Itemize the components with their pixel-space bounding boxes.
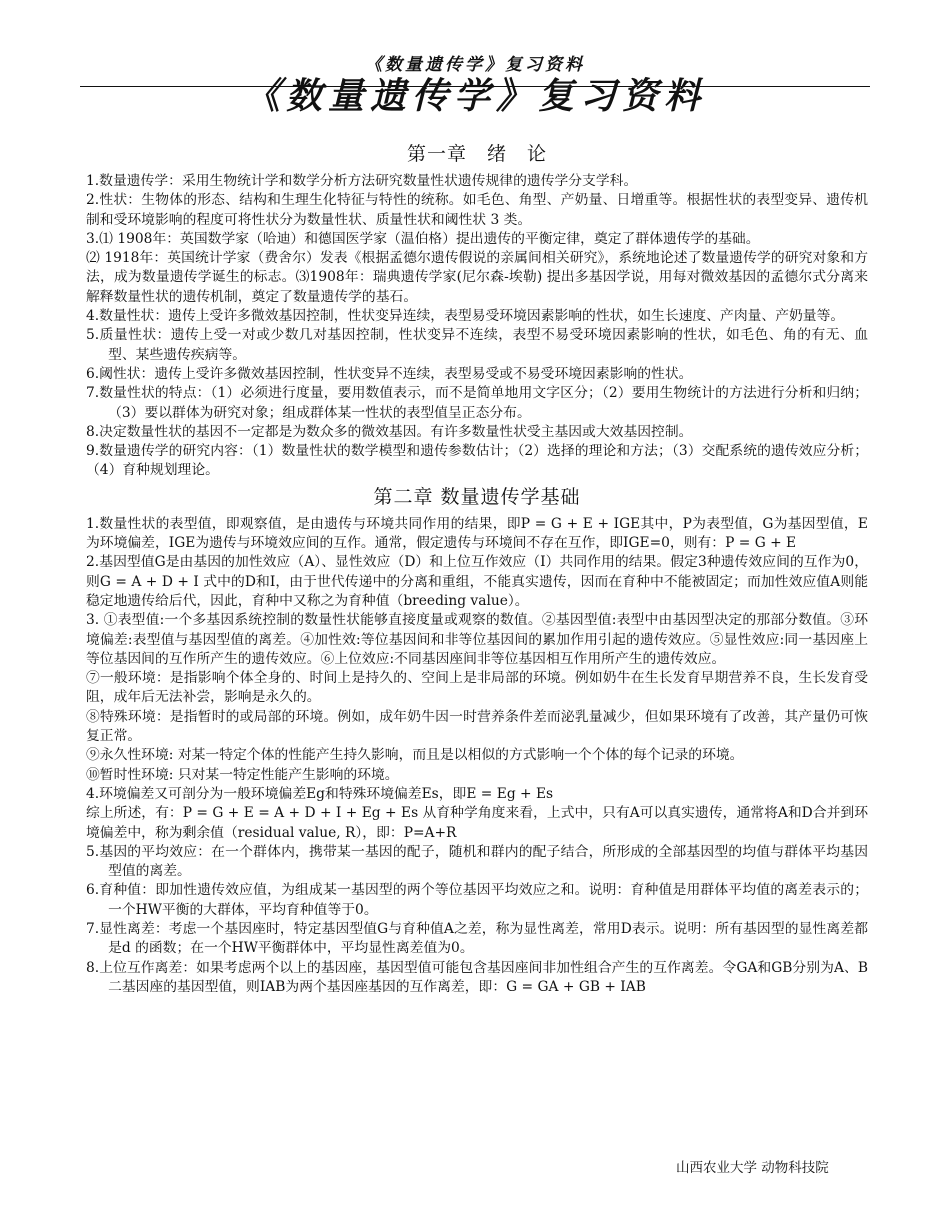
paragraph: 1.数量性状的表型值，即观察值，是由遗传与环境共同作用的结果，即P = G + E + IGE其中，P为表型值，G为基因型值，E为环境偏差，IGE为遗传与环境效应间的互作。通常，假定遗传与环境间不存在互作，即IGE=0，则有：P = G + E [86, 515, 868, 552]
paragraph: ⑩暂时性环境: 只对某一特定性能产生影响的环境。 [86, 766, 399, 783]
paragraph: 综上所述，有：P = G + E = A + D + I + Eg + Es 从育种学角度来看，上式中，只有A可以真实遗传，通常将A和D合并到环境偏差中，称为剩余值（residual value, R），即：P=A+R [86, 805, 868, 841]
paragraph: 1.数量遗传学：采用生物统计学和数学分析方法研究数量性状遗传规律的遗传学分支学科。 [86, 173, 638, 189]
paragraph: ⑧特殊环境：是指暂时的或局部的环境。例如，成年奶牛因一时营养条件差而泌乳量减少，但如果环境有了改善，其产量仍可恢复正常。 [86, 708, 868, 745]
paragraph: 4.环境偏差又可剖分为一般环境偏差Eg和特殊环境偏差Es，即E = Eg + Es [86, 785, 554, 802]
paragraph: 5.质量性状：遗传上受一对或少数几对基因控制，性状变异不连续，表型不易受环境因素影响的性状，如毛色、角的有无、血型、某些遗传疾病等。 [86, 327, 868, 363]
paragraph: 7.显性离差：考虑一个基因座时，特定基因型值G与育种值A之差，称为显性离差，常用D表示。说明：所有基因型的显性离差都是d 的函数；在一个HW平衡群体中，平均显性离差值为0。 [86, 920, 868, 957]
running-header: 《数量遗传学》复习资料 [365, 55, 585, 75]
paragraph: 9.数量遗传学的研究内容：（1）数量性状的数学模型和遗传参数估计；（2）选择的理论和方法；（3）交配系统的遗传效应分析；（4）育种规划理论。 [86, 443, 868, 479]
paragraph: 2.基因型值G是由基因的加性效应（A）、显性效应（D）和上位互作效应（I）共同作用的结果。假定3种遗传效应间的互作为0，则G = A + D + I 式中的D和I，由于世代传递中的分离和重组，不能真实遗传，因而在育种中不能被固定；而加性效应值A则能稳定地遗传给后代，因此，育种中又称之为育种值（breeding value）。 [86, 554, 868, 609]
paragraph: 8.上位互作离差：如果考虑两个以上的基因座，基因型值可能包含基因座间非加性组合产生的互作离差。令GA和GB分别为A、B二基因座的基因型值，则IAB为两个基因座基因的互作离差，即：G = GA + GB + IAB [86, 959, 868, 995]
paragraph: 6.阈性状：遗传上受许多微效基因控制，性状变异不连续，表型易受或不易受环境因素影响的性状。 [86, 365, 693, 382]
paragraph: 4.数量性状：遗传上受许多微效基因控制，性状变异连续，表型易受环境因素影响的性状，如生长速度、产肉量、产奶量等。 [86, 308, 845, 325]
page-title: 《数量遗传学》复习资料 [243, 75, 706, 117]
paragraph: 2.性状：生物体的形态、结构和生理生化特征与特性的统称。如毛色、角型、产奶量、日增重等。根据性状的表型变异、遗传机制和受环境影响的程度可将性状分为数量性状、质量性状和阈性状 3 类。 [86, 192, 868, 228]
chapter-2-title: 第二章 数量遗传学基础 [373, 485, 581, 508]
chapter-1-title: 第一章 绪 论 [406, 143, 547, 165]
header-divider [80, 86, 870, 87]
paragraph: 3. ①表型值:一个多基因系统控制的数量性状能够直接度量或观察的数值。②基因型值:表型中由基因型决定的那部分数值。③环境偏差:表型值与基因型值的离差。④加性效:等位基因间和非等位基因间的累加作用引起的遗传效应。⑤显性效应:同一基因座上等位基因间的互作所产生的遗传效应。⑥上位效应:不同基因座间非等位基因相互作用所产生的遗传效应。 [86, 612, 868, 667]
paragraph: 7.数量性状的特点：（1）必须进行度量，要用数值表示，而不是简单地用文字区分；（2）要用生物统计的方法进行分析和归纳；（3）要以群体为研究对象；组成群体某一性状的表型值呈正态分布。 [86, 385, 868, 421]
paragraph: ⑦一般环境：是指影响个体全身的、时间上是持久的、空间上是非局部的环境。例如奶牛在生长发育早期营养不良，生长发育受阻，成年后无法补尝，影响是永久的。 [86, 670, 868, 706]
footer-institution: 山西农业大学 动物科技院 [676, 1160, 829, 1176]
paragraph: 6.育种值：即加性遗传效应值，为组成某一基因型的两个等位基因平均效应之和。说明：育种值是用群体平均值的离差表示的；一个HW平衡的大群体，平均育种值等于0。 [86, 882, 868, 918]
document-body [86, 138, 868, 997]
paragraph: 3.⑴ 1908年：英国数学家（哈迪）和德国医学家（温伯格）提出遗传的平衡定律，奠定了群体遗传学的基础。 [86, 230, 760, 247]
paragraph: 8.决定数量性状的基因不一定都是为数众多的微效基因。有许多数量性状受主基因或大效基因控制。 [86, 423, 693, 440]
paragraph: ⑨永久性环境: 对某一特定个体的性能产生持久影响，而且是以相似的方式影响一个个体的每个记录的环境。 [86, 747, 744, 764]
paragraph: 5.基因的平均效应：在一个群体内，携带某一基因的配子，随机和群内的配子结合，所形成的全部基因型的均值与群体平均基因型值的离差。 [86, 843, 868, 880]
paragraph: ⑵ 1918年：英国统计学家（费舍尔）发表《根据孟德尔遗传假说的亲属间相关研究》，系统地论述了数量遗传学的研究对象和方法，成为数量遗传学诞生的标志。⑶1908年：瑞典遗传学家(尼尔森-埃勒) 提出多基因学说，用每对微效基因的孟德尔式分离来解释数量性状的遗传机制，奠定了数量遗传学的基石。 [86, 250, 868, 305]
